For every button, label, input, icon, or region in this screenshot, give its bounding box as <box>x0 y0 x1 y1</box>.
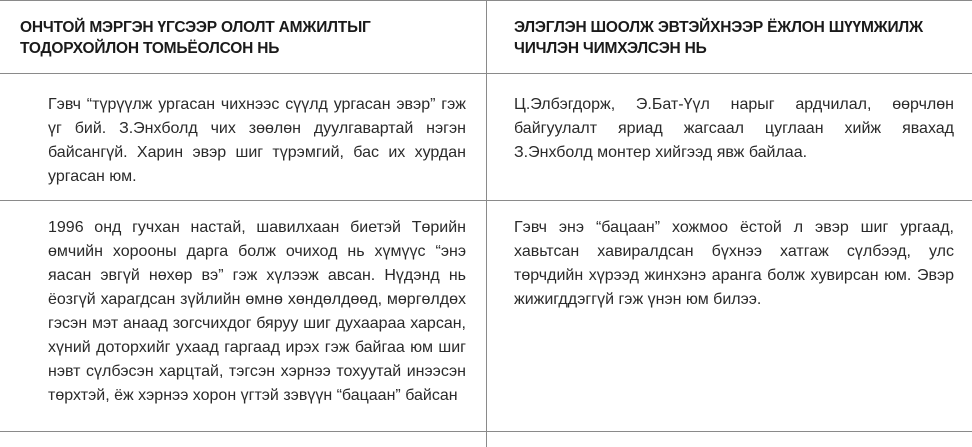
header-cell-right <box>514 17 954 59</box>
column-header-left: ОНЧТОЙ МЭРГЭН ҮГСЭЭР ОЛОЛТ АМЖИЛТЫГ ТОДОРХОЙЛОН ТОМЬЁОЛСОН НЬ <box>20 19 371 57</box>
table-cell-row2-right <box>514 216 954 312</box>
cell-text: Гэвч “түрүүлж ургасан чихнээс сүүлд ургасан эвэр” гэж үг бий. З.Энхболд чих зөөлөн дуулгавартай нэгэн байсангүй. Харин эвэр шиг түрэмгий, бас их хурдан ургасан юм. <box>48 96 466 185</box>
table-cell-row1-left <box>48 93 466 189</box>
table-cell-row2-left <box>48 216 466 408</box>
header-cell-left <box>20 17 460 59</box>
cell-text: Гэвч энэ “бацаан” хожмоо ёстой л эвэр шиг ургаад, хавьтсан хавиралдсан бүхнээ хатгаж сүлбээд, улс төрчдийн хүрээд жинхэнэ аранга болж хувирсан юм. Эвэр жижигддэггүй гэж үнэн юм билээ. <box>514 219 954 308</box>
cell-text: 1996 онд гучхан настай, шавилхаан биетэй Төрийн өмчийн хорооны дарга болж очиход нь хүмүүс “энэ яасан эвгүй нөхөр вэ” гэж хүлээж авсан. Нүдэнд нь ёозгүй харагдсан зүйлийн өмнө хөндөлдөөд, мөргөлдөх гэсэн мэт анаад зогсчихдог бяруу шиг духаараа харсан, хүний доторхийг ухаад гаргаад ирэх гэж байгаа юм шиг нэвт сүлбэсэн харцтай, тэгсэн хэрнээ тохуутай инээсэн төрхтэй, ёж хэрнээ хорон үгтэй зэвүүн “бацаан” байсан <box>48 219 466 404</box>
column-header-right: ЭЛЭГЛЭН ШООЛЖ ЭВТЭЙХНЭЭР ЁЖЛОН ШҮҮМЖИЛЖ ЧИЧЛЭН ЧИМХЭЛСЭН НЬ <box>514 19 923 57</box>
column-divider <box>486 0 487 447</box>
table-cell-row1-right <box>514 93 954 165</box>
cell-text: Ц.Элбэгдорж, Э.Бат-Үүл нарыг ардчилал, өөрчлөн байгуулалт яриад жагсаал цуглаан хийж явахад З.Энхболд монтер хийгээд явж байлаа. <box>514 96 954 161</box>
